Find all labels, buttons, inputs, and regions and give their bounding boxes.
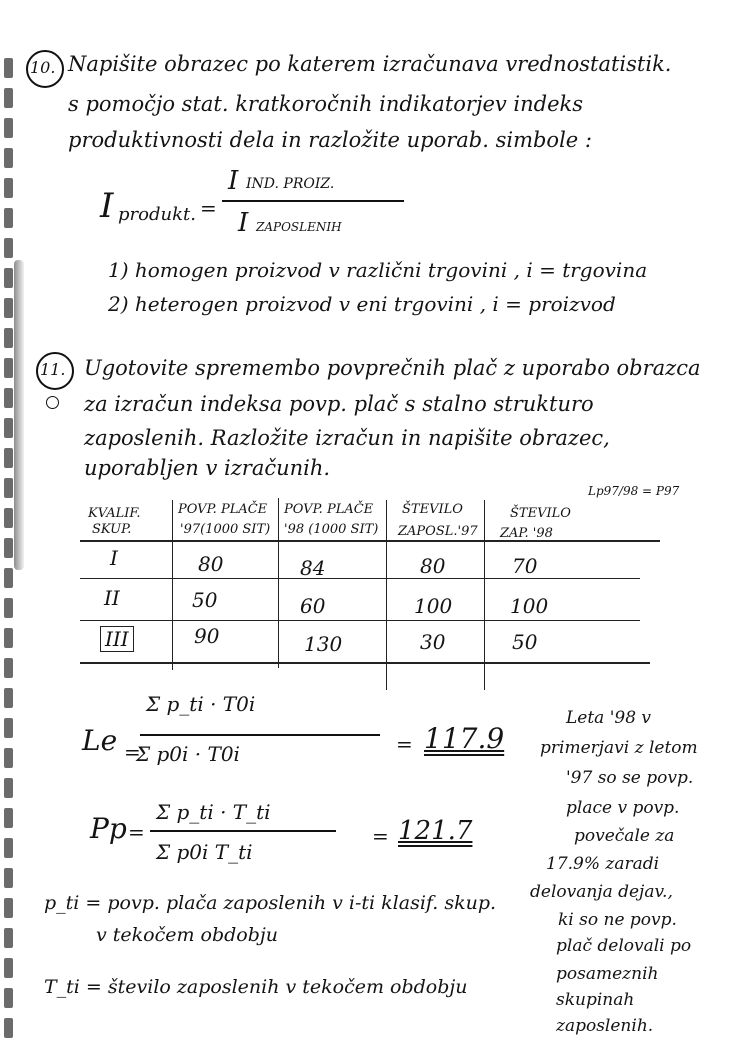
side-note-line: Leta '98 v [566,708,652,728]
table-header-col2-a: POVP. PLAČE [178,502,268,517]
table-cell: 80 [198,552,224,576]
def-pti: p_ti = povp. plača zaposlenih v i-ti klasif. skup. [44,892,497,914]
table-cell: 30 [420,630,446,654]
table-header-col2-b: '97(1000 SIT) [180,522,271,537]
table-header-col4-a: ŠTEVILO [402,502,463,517]
table-cell: 70 [512,554,538,578]
side-note-line: povečale za [574,826,675,846]
table-cell: 100 [510,594,549,618]
q11-number: 11. [40,360,66,379]
le-result-eq: = [396,732,413,756]
side-note-line: place v povp. [566,798,680,818]
side-note-line: skupinah [556,990,635,1010]
table-row-rule [80,578,640,579]
table-header-rule [80,540,660,542]
pp-fraction-line [150,830,336,832]
table-header-col5-a: ŠTEVILO [510,506,571,521]
formula-num-sub: IND. PROIZ. [246,176,335,192]
le-eq: = [124,740,141,764]
pp-result-eq: = [372,824,389,848]
formula-eq: = [200,196,217,220]
table-bottom-rule [80,662,650,664]
side-note-line: 17.9% zaradi [546,854,660,874]
le-denominator: Σ p0i · T0i [136,742,240,766]
q10-item1: 1) homogen proizvod v različni trgovini , i = trgovina [108,258,648,282]
table-col-rule [278,498,279,668]
table-cell: 60 [300,594,326,618]
pp-label: Pp [90,812,127,845]
le-result: 117.9 [424,722,505,755]
pp-eq: = [128,820,145,844]
table-cell: II [104,586,120,610]
margin-ring [46,396,59,409]
table-cell: I [110,546,118,570]
def-tti: T_ti = število zaposlenih v tekočem obdobju [44,976,468,998]
side-note-line: plač delovali po [556,936,692,956]
q11-line4: uporabljen v izračunih. [84,456,331,480]
q10-item2: 2) heterogen proizvod v eni trgovini , i = proizvod [108,292,616,316]
table-cell: 130 [304,632,343,656]
q11-line3: zaposlenih. Razložite izračun in napišite obrazec, [84,426,610,450]
table-cell: III [100,626,134,652]
def-pti-cont: v tekočem obdobju [96,924,279,946]
side-note-line: '97 so se povp. [566,768,694,788]
le-fraction-line [140,734,380,736]
table-header-col3-a: POVP. PLAČE [284,502,374,517]
pp-result: 121.7 [398,816,473,846]
page-fold-shadow [14,260,24,570]
side-note-line: posameznih [556,964,659,984]
formula-fraction-line [222,200,404,202]
table-header-col3-b: '98 (1000 SIT) [284,522,379,537]
side-note-line: primerjavi z letom [540,738,698,758]
table-col-rule [484,500,485,690]
table-col-rule [172,500,173,670]
q10-line1: Napišite obrazec po katerem izračunava vrednostatistik. [68,52,672,76]
formula-num: I [228,166,239,196]
table-row-rule [80,620,640,621]
le-label: Le [82,724,118,757]
q10-number: 10. [30,58,56,77]
table-cell: 50 [192,588,218,612]
table-cell: 50 [512,630,538,654]
q11-line1: Ugotovite spremembo povprečnih plač z uporabo obrazca [84,356,701,380]
table-header-col5-b: ZAP. '98 [500,526,553,541]
table-header-col4-b: ZAPOSL.'97 [398,524,478,539]
table-header-col1-a: KVALIF. [88,506,141,521]
q10-line3: produktivnosti dela in razložite uporab. simbole : [68,128,592,152]
side-note-line: ki so ne povp. [558,910,677,930]
side-note-line: zaposlenih. [556,1016,654,1036]
table-cell: 100 [414,594,453,618]
pp-numerator: Σ p_ti · T_ti [156,800,271,824]
le-numerator: Σ p_ti · T0i [146,692,256,716]
table-cell: 80 [420,554,446,578]
formula-den: I [238,208,249,238]
margin-note: Lp97/98 = P97 [588,484,680,498]
table-cell: 90 [194,624,220,648]
formula-i: I [100,186,114,226]
table-header-col1-b: SKUP. [92,522,132,537]
pp-denominator: Σ p0i T_ti [156,840,253,864]
q11-line2: za izračun indeksa povp. plač s stalno strukturo [84,392,594,416]
q10-line2: s pomočjo stat. kratkoročnih indikatorjev indeks [68,92,584,116]
formula-i-sub: produkt. [118,204,196,225]
formula-den-sub: ZAPOSLENIH [256,220,342,234]
table-cell: 84 [300,556,326,580]
side-note-line: delovanja dejav., [530,882,673,902]
table-col-rule [386,500,387,690]
